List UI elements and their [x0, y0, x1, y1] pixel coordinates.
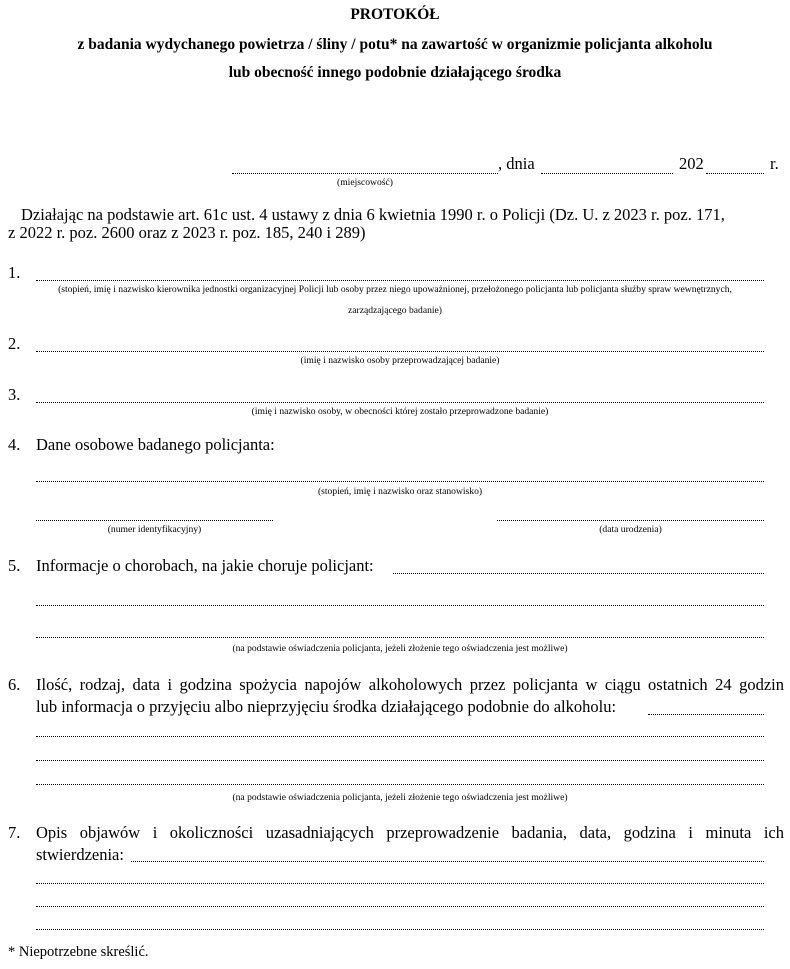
illness-field-line3[interactable]	[36, 637, 764, 638]
rank-name-position-field[interactable]	[36, 481, 764, 482]
section-5-caption: (na podstawie oświadczenia policjanta, jeżeli złożenie tego oświadczenia jest możliwe)	[232, 643, 568, 654]
symptoms-field-line2[interactable]	[36, 883, 764, 884]
alcohol-field-line1[interactable]	[648, 714, 764, 715]
day-month-field[interactable]	[541, 173, 673, 174]
section-2-field[interactable]	[36, 351, 764, 352]
year-field[interactable]	[706, 173, 764, 174]
section-5-label: Informacje o chorobach, na jakie choruje policjant:	[36, 556, 374, 575]
document-title: PROTOKÓŁ	[350, 6, 440, 23]
rank-name-position-caption: (stopień, imię i nazwisko oraz stanowisko)	[317, 486, 483, 497]
section-6-line1: Ilość, rodzaj, data i godzina spożycia napojów alkoholowych przez policjanta w ciągu ostatnich 24 godzin	[36, 675, 784, 694]
document-subtitle-line1: z badania wydychanego powietrza / śliny / potu* na zawartość w organizmie policjanta alkoholu	[77, 36, 713, 53]
symptoms-field-line4[interactable]	[36, 929, 764, 930]
alcohol-field-line2[interactable]	[36, 736, 764, 737]
alcohol-field-line3[interactable]	[36, 760, 764, 761]
section-5-number: 5.	[8, 556, 21, 575]
symptoms-field-line3[interactable]	[36, 906, 764, 907]
legal-basis-line2: z 2022 r. poz. 2600 oraz z 2023 r. poz. 185, 240 i 289)	[8, 223, 366, 242]
section-6-number: 6.	[8, 675, 21, 694]
place-field[interactable]	[232, 173, 498, 174]
birth-date-field[interactable]	[497, 520, 764, 521]
place-caption: (miejscowość)	[337, 177, 393, 188]
birth-date-caption: (data urodzenia)	[599, 524, 662, 535]
illness-field-line1[interactable]	[393, 573, 764, 574]
section-7-line1: Opis objawów i okoliczności uzasadniających przeprowadzenie badania, data, godzina i minuta ich	[36, 823, 784, 842]
illness-field-line2[interactable]	[36, 605, 764, 606]
section-2-number: 2.	[8, 334, 21, 353]
id-number-field[interactable]	[36, 520, 273, 521]
section-3-caption: (imię i nazwisko osoby, w obecności której zostało przeprowadzone badanie)	[251, 406, 549, 417]
alcohol-field-line4[interactable]	[36, 784, 764, 785]
year-suffix: r.	[770, 154, 779, 173]
section-1-number: 1.	[8, 263, 21, 282]
footnote: * Niepotrzebne skreślić.	[8, 944, 149, 960]
symptoms-field-line1[interactable]	[131, 861, 764, 862]
id-number-caption: (numer identyfikacyjny)	[107, 524, 202, 535]
section-6-line2: lub informacja o przyjęciu albo nieprzyjęciu środka działającego podobnie do alkoholu:	[36, 697, 617, 716]
section-4-number: 4.	[8, 435, 21, 454]
dnia-label: , dnia	[498, 154, 535, 173]
section-1-field[interactable]	[36, 280, 764, 281]
section-3-field[interactable]	[36, 402, 764, 403]
section-1-caption-line2: zarządzającego badanie)	[348, 305, 442, 316]
section-6-caption: (na podstawie oświadczenia policjanta, jeżeli złożenie tego oświadczenia jest możliwe)	[232, 792, 568, 803]
section-2-caption: (imię i nazwisko osoby przeprowadzającej badanie)	[300, 355, 500, 366]
legal-basis-line1: Działając na podstawie art. 61c ust. 4 ustawy z dnia 6 kwietnia 1990 r. o Policji (Dz. U. z 2023 r. poz. 171,	[21, 205, 725, 224]
section-1-caption-line1: (stopień, imię i nazwisko kierownika jednostki organizacyjnej Policji lub osoby przez niego upoważnionej, przełożonego policjanta lub policjanta służby spraw wewnętrznych,	[58, 284, 732, 295]
section-4-label: Dane osobowe badanego policjanta:	[36, 435, 275, 454]
section-7-number: 7.	[8, 823, 21, 842]
document-subtitle-line2: lub obecność innego podobnie działającego środka	[228, 64, 562, 81]
section-3-number: 3.	[8, 385, 21, 404]
section-7-line2: stwierdzenia:	[36, 845, 124, 864]
year-prefix: 202	[679, 154, 704, 173]
